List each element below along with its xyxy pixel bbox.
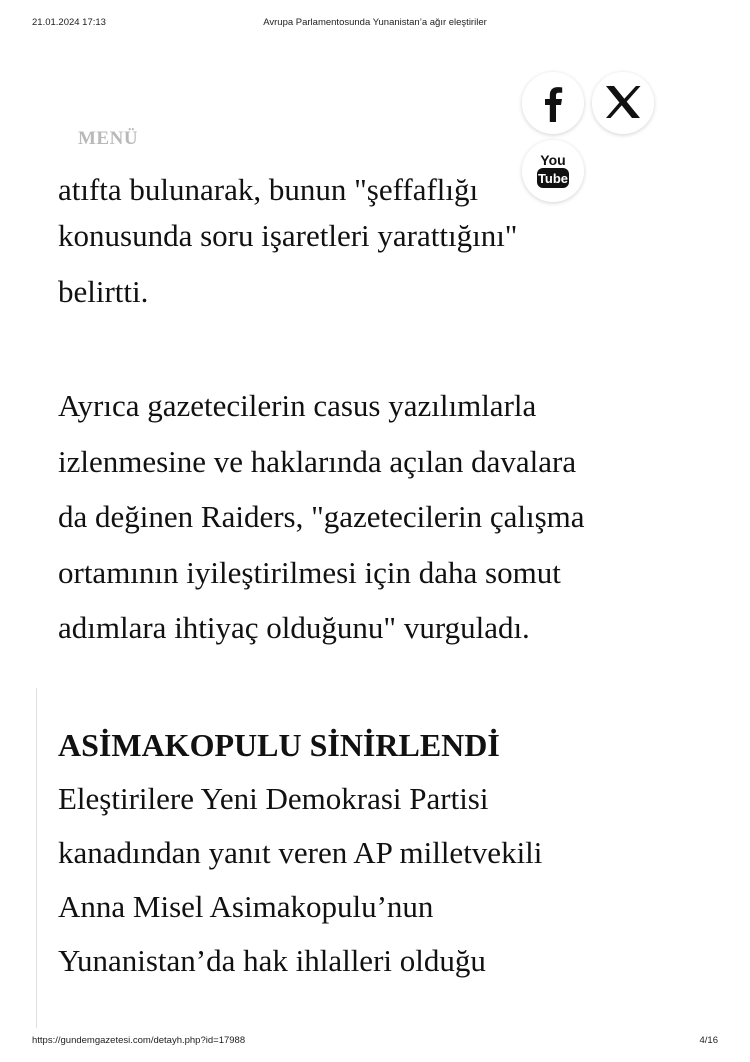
print-page-title: Avrupa Parlamentosunda Yunanistan’a ağır eleştiriler — [263, 17, 487, 28]
paragraph-line: adımlara ihtiyaç olduğunu" vurguladı. — [58, 610, 530, 645]
facebook-icon — [522, 72, 584, 134]
paragraph-line: da değinen Raiders, "gazetecilerin çalışma — [58, 499, 585, 534]
paragraph-line: Anna Misel Asimakopulu’nun — [58, 889, 434, 924]
print-url: https://gundemgazetesi.com/detayh.php?id=17988 — [32, 1035, 246, 1046]
paragraph-line: izlenmesine ve haklarında açılan davalara — [58, 443, 577, 479]
twitter-button[interactable] — [592, 72, 654, 134]
article-paragraph-2 — [58, 378, 698, 656]
article-paragraph-1 — [58, 208, 698, 319]
youtube-text-bottom: Tube — [537, 171, 569, 186]
youtube-icon — [522, 140, 584, 202]
print-header — [0, 17, 750, 31]
youtube-button[interactable] — [522, 140, 584, 202]
paragraph-line: ortamının iyileştirilmesi için daha somut — [58, 554, 561, 590]
facebook-button[interactable] — [522, 72, 584, 134]
print-datetime: 21.01.2024 17:13 — [32, 17, 106, 28]
paragraph-line: Eleştirilere Yeni Demokrasi Partisi — [58, 781, 489, 816]
paragraph-line: Ayrıca gazetecilerin casus yazılımlarla — [58, 388, 537, 423]
youtube-text-top: You — [540, 152, 566, 168]
section-divider — [36, 688, 37, 1028]
cut-line-text: atıfta bulunarak, bunun "şeffaflığı — [58, 172, 479, 207]
print-footer — [0, 1035, 750, 1049]
article-paragraph-3 — [58, 772, 698, 988]
menu-button[interactable]: MENÜ — [78, 128, 139, 149]
paragraph-line: Yunanistan’da hak ihlalleri olduğu — [58, 943, 486, 978]
partially-visible-line — [58, 152, 698, 207]
x-twitter-icon — [592, 72, 654, 134]
paragraph-line: konusunda soru işaretleri yarattığını" — [58, 218, 518, 253]
paragraph-line: kanadından yanıt veren AP milletvekili — [58, 835, 543, 870]
section-heading: ASİMAKOPULU SİNİRLENDİ — [58, 727, 500, 763]
print-page-number: 4/16 — [699, 1035, 718, 1046]
paragraph-line: belirtti. — [58, 273, 149, 309]
